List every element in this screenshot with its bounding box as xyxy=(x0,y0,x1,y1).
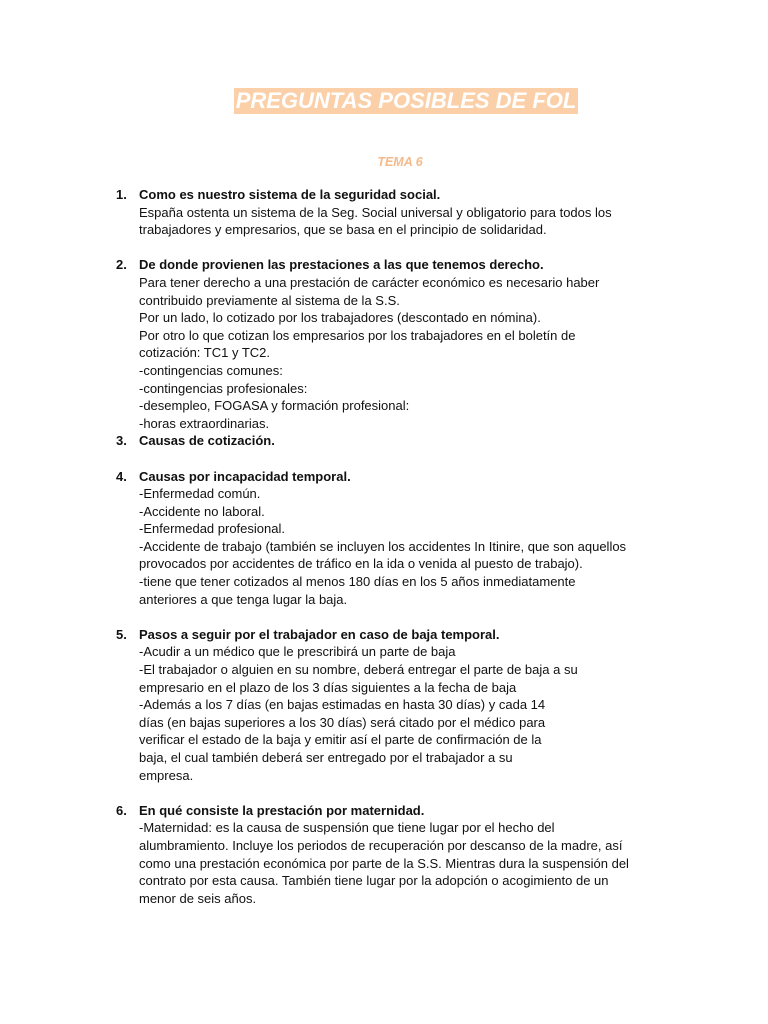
answer-line: -horas extraordinarias. xyxy=(139,415,270,431)
question-heading: De donde provienen las prestaciones a las que tenemos derecho. xyxy=(139,257,544,273)
subtitle-container xyxy=(0,153,768,171)
answer-line: anteriores a que tenga lugar la baja. xyxy=(139,591,348,607)
answer-line: -contingencias comunes: xyxy=(139,362,283,378)
question-body xyxy=(139,432,684,450)
answer-line: -Accidente de trabajo (también se incluyen los accidentes In Itinire, que son aquellos xyxy=(139,538,627,554)
answer-line: -El trabajador o alguien en su nombre, deberá entregar el parte de baja a su xyxy=(139,662,578,678)
answer-line: alumbramiento. Incluye los periodos de recuperación por descanso de la madre, así xyxy=(139,837,623,853)
question-item xyxy=(0,802,768,908)
question-heading: Pasos a seguir por el trabajador en caso de baja temporal. xyxy=(139,626,500,642)
question-heading: Causas por incapacidad temporal. xyxy=(139,468,351,484)
answer-line: -desempleo, FOGASA y formación profesional: xyxy=(139,398,410,414)
question-heading: En qué consiste la prestación por maternidad. xyxy=(139,802,425,818)
title-container xyxy=(0,88,768,114)
question-body xyxy=(139,626,684,784)
answer-line: Para tener derecho a una prestación de carácter económico es necesario haber xyxy=(139,274,600,290)
question-item xyxy=(0,626,768,784)
answer-line: días (en bajas superiores a los 30 días) será citado por el médico para xyxy=(139,714,546,730)
answer-line: verificar el estado de la baja y emitir así el parte de confirmación de la xyxy=(139,732,542,748)
question-body xyxy=(139,256,684,432)
answer-line: Por un lado, lo cotizado por los trabajadores (descontado en nómina). xyxy=(139,310,541,326)
question-item xyxy=(0,432,768,450)
question-number: 2. xyxy=(116,257,127,273)
question-item xyxy=(0,468,768,609)
answer-line: España ostenta un sistema de la Seg. Social universal y obligatorio para todos los xyxy=(139,204,612,220)
answer-line: -Accidente no laboral. xyxy=(139,503,265,519)
question-heading: Como es nuestro sistema de la seguridad social. xyxy=(139,187,441,202)
paragraph-gap xyxy=(0,608,768,626)
answer-line: -Enfermedad profesional. xyxy=(139,521,285,537)
answer-line: contribuido previamente al sistema de la S.S. xyxy=(139,292,400,308)
question-number: 6. xyxy=(116,802,127,818)
answer-line: empresa. xyxy=(139,767,194,783)
answer-line: -Maternidad: es la causa de suspensión que tiene lugar por el hecho del xyxy=(139,820,555,836)
answer-line: menor de seis años. xyxy=(139,890,257,906)
answer-line: como una prestación económica por parte de la S.S. Mientras dura la suspensión del xyxy=(139,855,629,871)
document-subtitle: TEMA 6 xyxy=(377,155,423,169)
answer-line: trabajadores y empresarios, que se basa en el principio de solidaridad. xyxy=(139,222,547,238)
answer-line: baja, el cual también deberá ser entregado por el trabajador a su xyxy=(139,750,513,765)
paragraph-gap xyxy=(0,784,768,802)
answer-line: -Acudir a un médico que le prescribirá un parte de baja xyxy=(139,644,456,660)
answer-line: cotización: TC1 y TC2. xyxy=(139,345,271,361)
answer-line: -tiene que tener cotizados al menos 180 días en los 5 años inmediatamente xyxy=(139,574,576,590)
question-item xyxy=(0,256,768,432)
answer-line: empresario en el plazo de los 3 días siguientes a la fecha de baja xyxy=(139,679,517,695)
document-title: PREGUNTAS POSIBLES DE FOL xyxy=(235,88,577,113)
question-number: 1. xyxy=(116,187,127,202)
question-item xyxy=(0,186,768,239)
answer-line: contrato por esta causa. También tiene lugar por la adopción o acogimiento de un xyxy=(139,873,609,889)
answer-line: -Además a los 7 días (en bajas estimadas en hasta 30 días) y cada 14 xyxy=(139,697,546,713)
answer-line: provocados por accidentes de tráfico en la ida o venida al puesto de trabajo). xyxy=(139,556,583,572)
paragraph-gap xyxy=(0,450,768,468)
answer-line: -contingencias profesionales: xyxy=(139,380,308,396)
question-body xyxy=(139,468,684,609)
question-number: 4. xyxy=(116,468,127,484)
question-list xyxy=(0,186,768,907)
question-heading: Causas de cotización. xyxy=(139,433,275,449)
question-body xyxy=(139,186,684,239)
question-number: 3. xyxy=(116,433,127,449)
question-number: 5. xyxy=(116,626,127,642)
answer-line: -Enfermedad común. xyxy=(139,486,261,502)
question-body xyxy=(139,802,684,908)
paragraph-gap xyxy=(0,239,768,257)
answer-line: Por otro lo que cotizan los empresarios por los trabajadores en el boletín de xyxy=(139,327,576,343)
